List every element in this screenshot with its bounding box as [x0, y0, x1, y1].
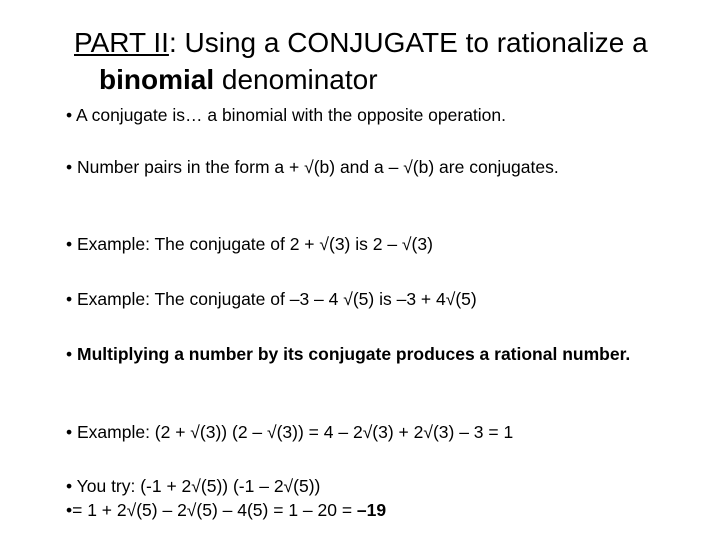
you-try-line2-text: •= 1 + 2√(5) – 2√(5) – 4(5) = 1 – 20 = [66, 500, 357, 520]
slide-title [74, 24, 704, 98]
title-main-text: Using a CONJUGATE to rationalize a [176, 27, 648, 58]
bullet-example-2: • Example: The conjugate of –3 – 4 √(5) is –3 + 4√(5) [66, 289, 477, 309]
title-line2 [74, 61, 704, 98]
title-colon: : [168, 27, 177, 58]
title-line2-rest: denominator [214, 64, 378, 95]
title-binomial-bold: binomial [99, 64, 215, 95]
title-part-label: PART II [74, 27, 169, 58]
bullet-conjugate-definition: • A conjugate is… a binomial with the opposite operation. [66, 105, 507, 125]
bullet-example-3: • Example: (2 + √(3)) (2 – √(3)) = 4 – 2√(3) + 2√(3) – 3 = 1 [66, 422, 514, 442]
bullet-multiplying-prefix: • [66, 344, 77, 364]
bullet-example-1: • Example: The conjugate of 2 + √(3) is 2 – √(3) [66, 234, 433, 254]
you-try-line1: • You try: (-1 + 2√(5)) (-1 – 2√(5)) [66, 476, 321, 496]
you-try-answer: –19 [356, 500, 387, 520]
bullet-multiplying-bold: Multiplying a number by its conjugate produces a rational number. [77, 344, 631, 364]
you-try-line2 [66, 498, 686, 522]
bullet-number-pairs: • Number pairs in the form a + √(b) and a – √(b) are conjugates. [66, 157, 559, 177]
bullet-multiplying-rule [66, 342, 686, 366]
bullet-you-try [66, 474, 686, 522]
